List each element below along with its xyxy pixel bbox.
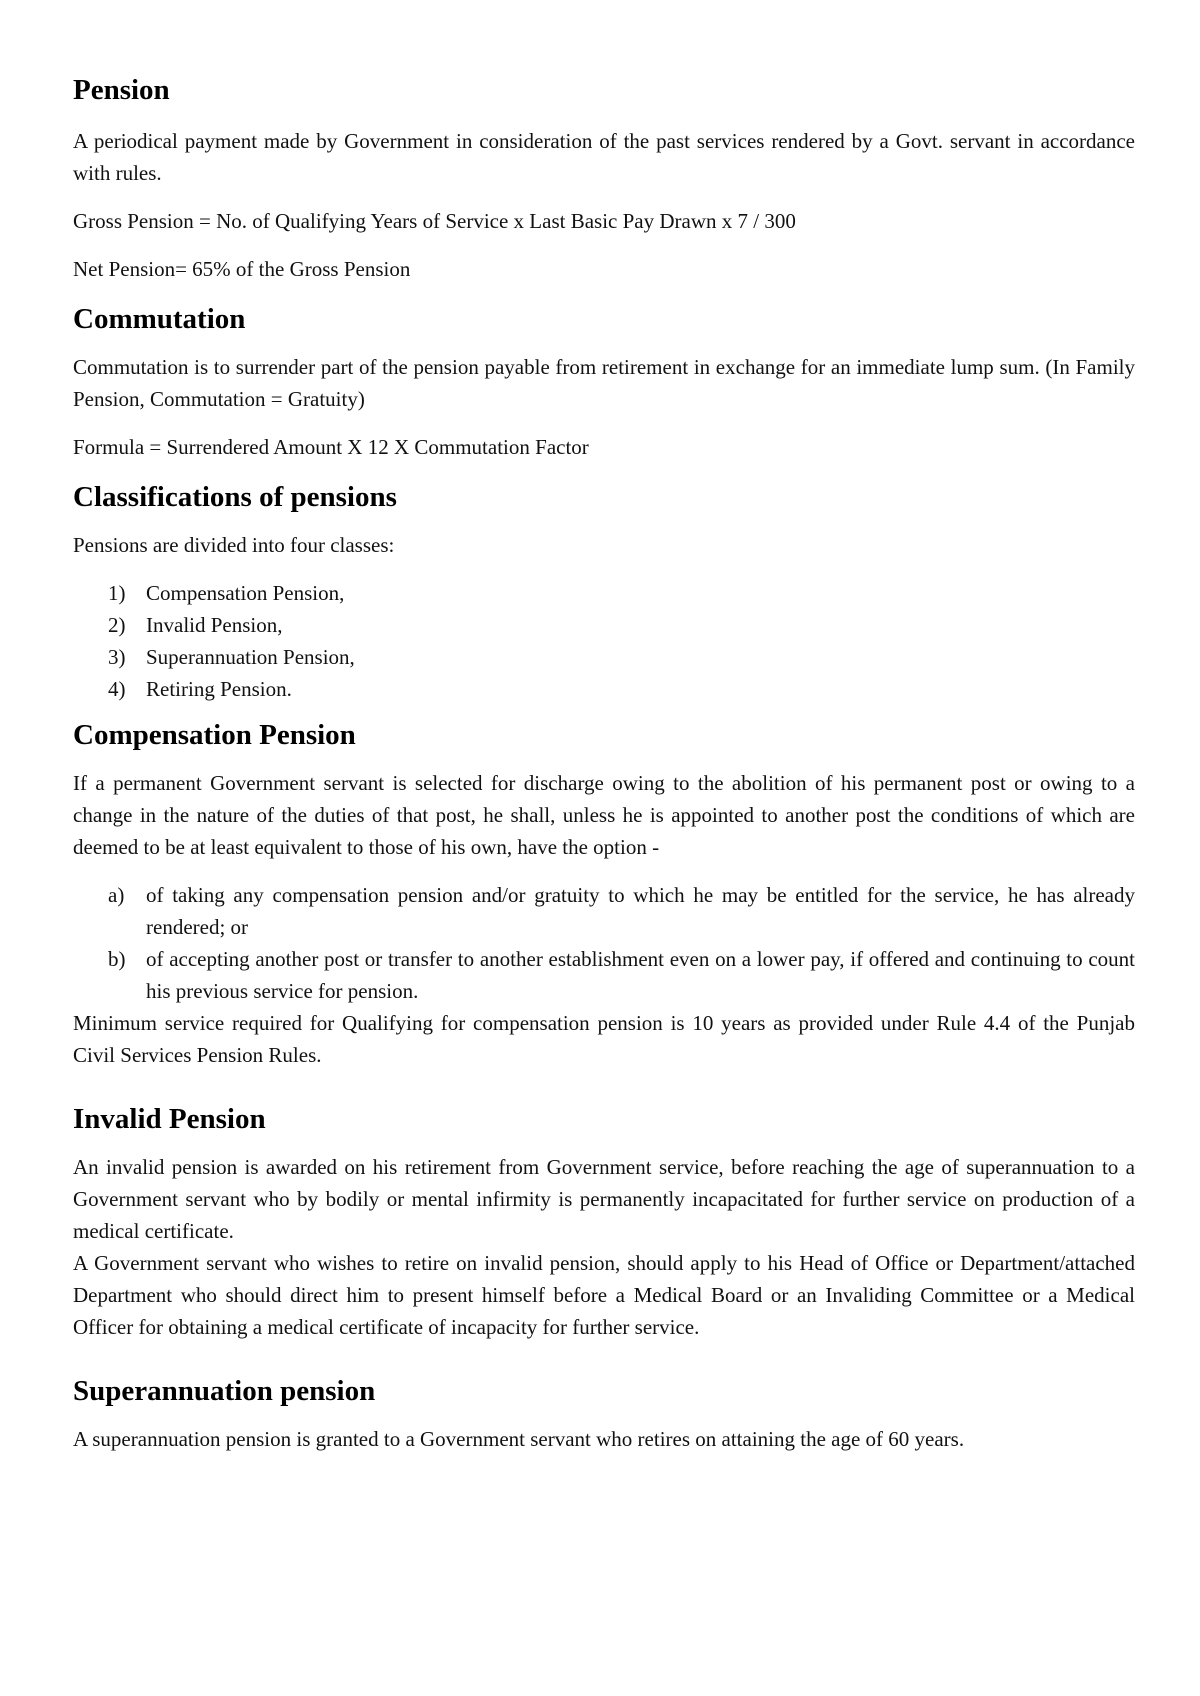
superannuation-heading: Superannuation pension <box>73 1375 376 1407</box>
list-item-marker: a) <box>108 883 125 907</box>
classifications-intro: Pensions are divided into four classes: <box>73 533 395 557</box>
invalid-pension-procedure: A Government servant who wishes to retire on invalid pension, should apply to his Head of Office or Department/attached Department who should direct him to present himself before a Medical Board or an Invaliding Committee or a Medical Officer for obtaining a medical certificate of incapacity for further service. <box>73 1251 1135 1339</box>
compensation-options-list <box>73 879 1135 1007</box>
compensation-definition: If a permanent Government servant is selected for discharge owing to the abolition of his permanent post or owing to a change in the nature of the duties of that post, he shall, unless he is appointed to another post the conditions of which are deemed to be at least equivalent to those of his own, have the option - <box>73 771 1135 859</box>
list-item <box>73 943 1135 1007</box>
invalid-pension-heading: Invalid Pension <box>73 1103 266 1135</box>
classifications-heading: Classifications of pensions <box>73 481 397 513</box>
list-item <box>73 673 1135 705</box>
list-item-text: Superannuation Pension, <box>146 645 355 669</box>
list-item <box>73 641 1135 673</box>
classifications-list <box>73 577 1135 705</box>
superannuation-definition: A superannuation pension is granted to a Government servant who retires on attaining the age of 60 years. <box>73 1427 965 1451</box>
invalid-pension-definition: An invalid pension is awarded on his retirement from Government service, before reaching the age of superannuation to a Government servant who by bodily or mental infirmity is permanently incapacitated for further service on production of a medical certificate. <box>73 1155 1135 1243</box>
compensation-minimum-service: Minimum service required for Qualifying for compensation pension is 10 years as provided under Rule 4.4 of the Punjab Civil Services Pension Rules. <box>73 1011 1135 1067</box>
list-item <box>73 609 1135 641</box>
list-item-marker: b) <box>108 947 126 971</box>
document-page <box>73 0 1135 1455</box>
list-item-text: Retiring Pension. <box>146 677 292 701</box>
list-item <box>73 577 1135 609</box>
list-item-marker: 4) <box>108 677 126 701</box>
list-item-marker: 2) <box>108 613 126 637</box>
commutation-heading: Commutation <box>73 303 246 335</box>
list-item-text: Compensation Pension, <box>146 581 345 605</box>
pension-definition: A periodical payment made by Government in consideration of the past services rendered by a Govt. servant in accordance with rules. <box>73 129 1135 185</box>
list-item-text: Invalid Pension, <box>146 613 283 637</box>
gross-pension-formula: Gross Pension = No. of Qualifying Years of Service x Last Basic Pay Drawn x 7 / 300 <box>73 209 796 233</box>
commutation-formula: Formula = Surrendered Amount X 12 X Commutation Factor <box>73 435 589 459</box>
commutation-definition: Commutation is to surrender part of the pension payable from retirement in exchange for an immediate lump sum. (In Family Pension, Commutation = Gratuity) <box>73 355 1135 411</box>
pension-heading: Pension <box>73 74 170 106</box>
compensation-heading: Compensation Pension <box>73 719 356 751</box>
list-item-marker: 3) <box>108 645 126 669</box>
list-item-text: of taking any compensation pension and/or gratuity to which he may be entitled for the service, he has already rendered; or <box>146 883 1135 939</box>
list-item <box>73 879 1135 943</box>
list-item-marker: 1) <box>108 581 126 605</box>
list-item-text: of accepting another post or transfer to another establishment even on a lower pay, if offered and continuing to count his previous service for pension. <box>146 947 1135 1003</box>
net-pension-formula: Net Pension= 65% of the Gross Pension <box>73 257 411 281</box>
